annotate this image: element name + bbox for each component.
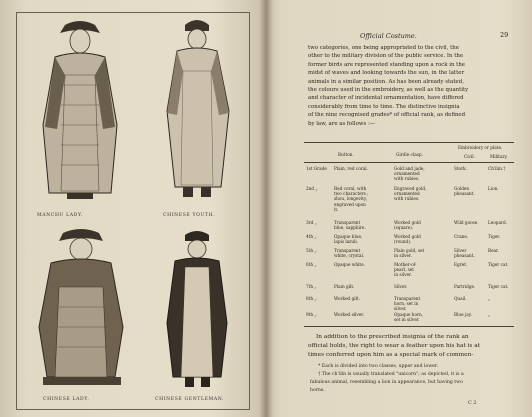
- grade-cell: 5th „: [306, 248, 317, 253]
- grade-cell: 6th „: [306, 262, 317, 267]
- insignia-table: [304, 142, 514, 328]
- paragraph-1: [308, 44, 504, 128]
- civil-cell: Partridge.: [454, 284, 476, 289]
- button-cell-line: Plain, red coral.: [334, 166, 368, 171]
- military-cell: Tiger cat.: [488, 262, 509, 267]
- civil-cell: Golden pheasant.: [454, 186, 475, 197]
- military-cell: Tiger.: [488, 234, 501, 239]
- header-embroidery: Embroidery or plate.: [458, 145, 503, 150]
- girdle-cell-line: in silver.: [394, 253, 412, 259]
- figure-chinese-lady: [29, 227, 135, 393]
- grade-cell: 9th „: [306, 312, 317, 317]
- girdle-cell-line: pearl, set: [394, 267, 414, 273]
- caption-chinese-gentleman: CHINESE GENTLEMAN.: [155, 397, 225, 402]
- military-cell: Lion.: [488, 186, 499, 191]
- text-line: two categories, one being appropriated to the civil, the: [308, 45, 459, 51]
- girdle-cell-line: Silver.: [394, 284, 408, 289]
- button-cell-line: lapis lazuli.: [334, 239, 359, 245]
- text-line: animals in a similar position. As has been already stated,: [308, 78, 464, 85]
- girdle-cell-line: Opaque horn,: [394, 312, 424, 317]
- civil-cell: Crane.: [454, 234, 469, 239]
- civil-cell: Wild goose.: [454, 220, 479, 225]
- header-girdle: Girdle clasp.: [396, 152, 423, 157]
- girdle-cell-line: silver.: [394, 306, 407, 312]
- paragraph-2: [308, 333, 504, 361]
- civil-cell: Quail.: [454, 296, 467, 301]
- button-cell-line: blue, sapphire.: [334, 225, 366, 231]
- text-line: former birds are represented standing upon a rock in the: [308, 61, 465, 68]
- button-cell-line: Worked silver.: [334, 312, 365, 317]
- girdle-cell-line: (round).: [394, 239, 412, 245]
- running-head: Official Costume.: [360, 32, 417, 40]
- grade-cell: 8th „: [306, 296, 317, 301]
- military-cell: Bear.: [488, 248, 499, 253]
- girdle-cell-line: Engraved gold,: [394, 186, 427, 191]
- civil-cell: Blue jay.: [454, 312, 472, 317]
- text-line: times conferred upon him as a special mark of commen-: [308, 352, 474, 359]
- text-line: In addition to the prescribed insignia of the rank an: [316, 334, 469, 340]
- girdle-cell-line: Transparent: [394, 296, 421, 301]
- girdle-cell-line: (square).: [394, 225, 414, 231]
- button-cell-line: Red coral, with: [334, 186, 367, 191]
- page-number: 29: [500, 31, 509, 39]
- text-line: other to the military division of the public service. In the: [308, 53, 464, 60]
- button-cell-line: Opaque blue,: [334, 234, 363, 239]
- text-line: of the nine recognised grades* of official rank, as defined: [308, 112, 466, 119]
- footnote-1: * Each is divided into two classes, upper and lower.: [318, 364, 439, 369]
- girdle-cell-line: ornamented: [394, 171, 420, 177]
- girdle-cell-line: ornamented: [394, 191, 420, 197]
- girdle-cell-line: Gold and jade,: [394, 166, 425, 171]
- footnote-4: horns.: [310, 388, 325, 393]
- button-cell-line: Opaque white.: [334, 262, 365, 267]
- girdle-cell-line: horn, set in: [394, 301, 419, 307]
- caption-chinese-lady: CHINESE LADY.: [43, 397, 90, 402]
- girdle-cell-line: with rubies.: [394, 196, 420, 202]
- civil-cell: Silver pheasant.: [454, 248, 475, 259]
- girdle-cell-line: in silver.: [394, 272, 412, 278]
- button-cell-line: it.: [334, 206, 339, 212]
- button-cell-line: two characters ;: [334, 191, 369, 197]
- header-button: Button.: [338, 152, 354, 157]
- girdle-cell-line: Mother-of-: [394, 262, 417, 267]
- header-military: Military.: [490, 154, 508, 159]
- civil-cell: Stork.: [454, 166, 467, 171]
- girdle-cell-line: set in silver.: [394, 317, 420, 323]
- button-cell-line: white, crystal.: [334, 253, 365, 259]
- girdle-cell-line: Worked gold: [394, 234, 421, 239]
- grade-cell: 4th „: [306, 234, 317, 239]
- figure-chinese-gentleman: [149, 227, 245, 393]
- grade-cell: 1st Grade: [306, 166, 327, 171]
- button-cell-line: engraved upon: [334, 201, 366, 207]
- figure-manchu-lady: [25, 15, 135, 211]
- signature-mark: C 2: [468, 400, 477, 406]
- text-line: considerably from time to time. The distinctive insignia: [308, 103, 460, 110]
- military-cell: Tiger cat.: [488, 284, 509, 289]
- text-line: midst of waves and looking towards the sun, in the latter: [308, 70, 465, 77]
- button-cell-line: Transparent: [334, 220, 361, 225]
- caption-chinese-youth: CHINESE YOUTH.: [163, 213, 216, 218]
- girdle-cell-line: Worked gold: [394, 220, 421, 225]
- button-cell-line: Worked gilt.: [334, 296, 360, 301]
- military-cell: Ch'ilin.†: [488, 166, 506, 171]
- button-cell-line: shou, longevity,: [334, 196, 367, 202]
- military-cell: „: [488, 296, 491, 301]
- footnote-3: fabulous animal, resembling a lion in appearance, but having two: [310, 380, 463, 385]
- text-line: by law, are as follows :—: [308, 120, 376, 127]
- footnote-2: † The ch'ilin is usually translated "unicorn"; as depicted, it is a: [318, 372, 464, 377]
- military-cell: Leopard.: [488, 220, 507, 225]
- grade-cell: 3rd „: [306, 220, 317, 225]
- grade-cell: 7th „: [306, 284, 317, 289]
- figure-chinese-youth: [149, 15, 245, 211]
- girdle-cell-line: Plain gold, set: [394, 248, 425, 253]
- military-cell: „: [488, 312, 491, 317]
- text-line: official holds, the right to wear a feather upon his hat is at: [308, 343, 481, 350]
- text-line: and character of incidental ornamentation, have differed: [308, 95, 464, 102]
- text-line: the colours used in the embroidery, as well as the quantity: [308, 87, 469, 94]
- girdle-cell-line: with rubies.: [394, 176, 420, 182]
- header-civil: Civil.: [464, 154, 475, 159]
- grade-cell: 2nd „: [306, 186, 318, 191]
- button-cell-line: Transparent: [334, 248, 361, 253]
- caption-manchu-lady: MANCHU LADY.: [37, 213, 84, 218]
- book-gutter: [259, 0, 273, 417]
- illustration-plate: [16, 12, 250, 410]
- button-cell-line: Plain gilt.: [334, 284, 355, 289]
- civil-cell: Egret.: [454, 262, 468, 267]
